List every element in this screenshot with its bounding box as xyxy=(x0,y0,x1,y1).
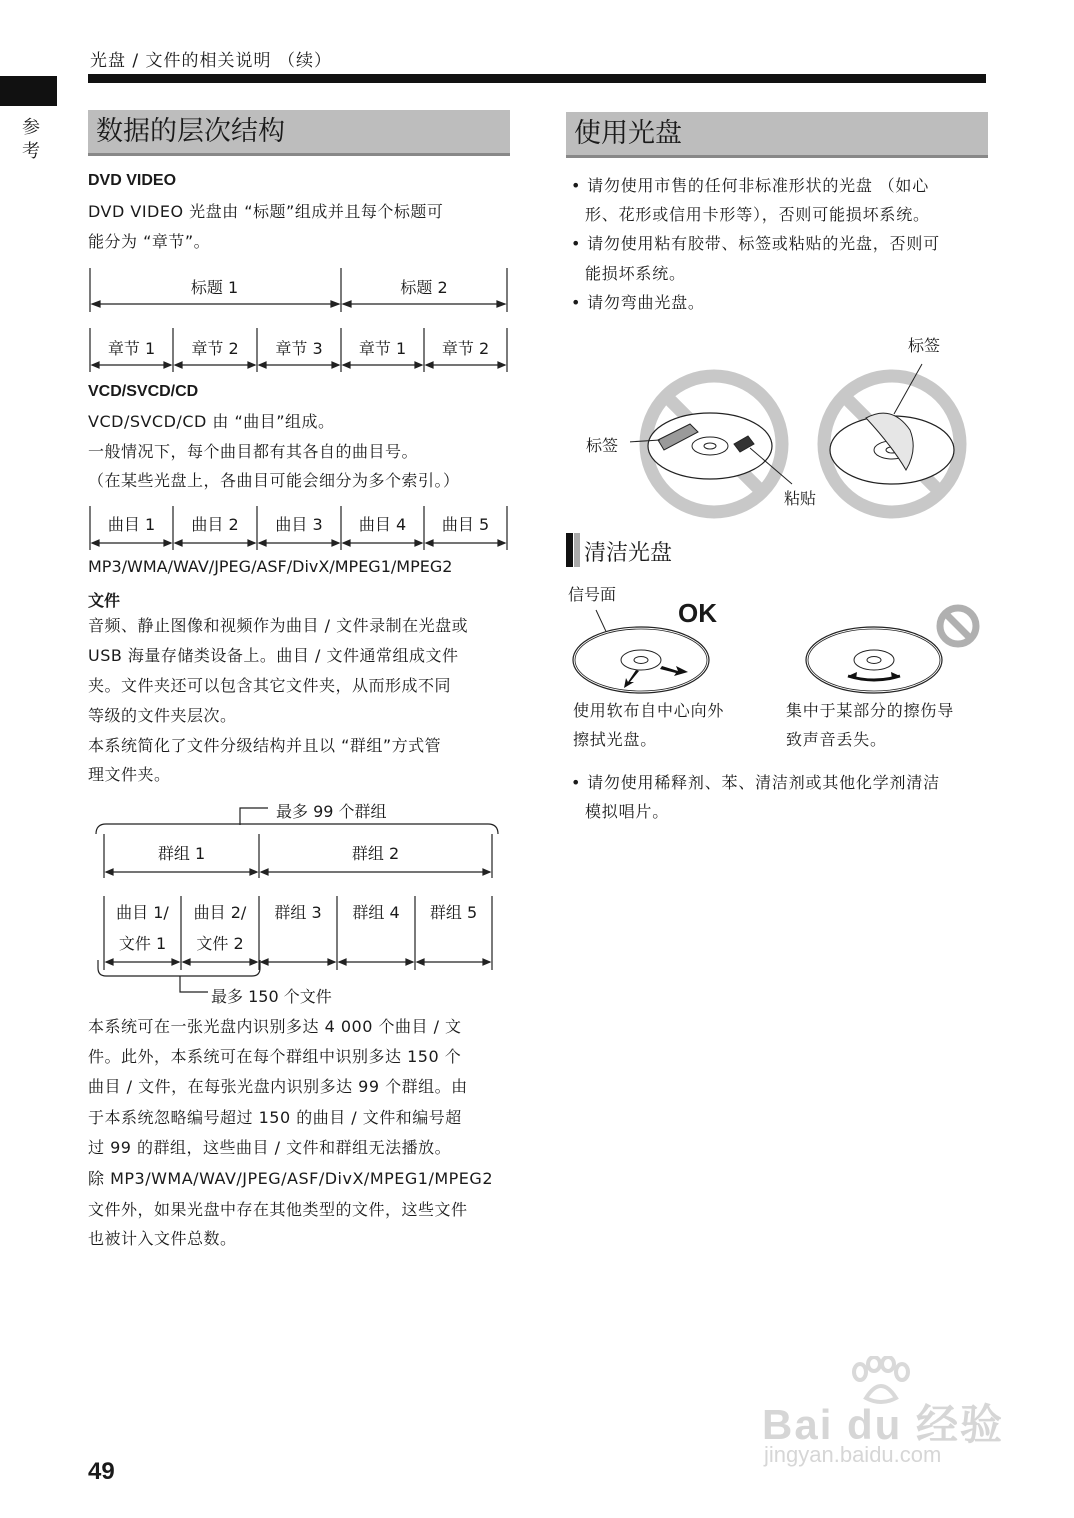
mp3-text-1: 音频、静止图像和视频作为曲目 / 文件录制在光盘或 xyxy=(88,616,469,635)
mp3-heading-formats: MP3/WMA/WAV/JPEG/ASF/DivX/MPEG1/MPEG2 xyxy=(88,557,453,576)
page-number: 49 xyxy=(88,1458,115,1485)
group-3-label: 群组 3 xyxy=(274,903,322,922)
vcd-text-1: VCD/SVCD/CD 由 “曲目”组成。 xyxy=(88,412,335,431)
file-1-line-2: 文件 1 xyxy=(118,934,167,953)
sticker-label: 粘贴 xyxy=(784,489,817,508)
side-tab-marker xyxy=(0,76,57,106)
signal-side-label: 信号面 xyxy=(568,585,617,604)
subsection-marker-shade xyxy=(574,533,580,567)
vcd-heading: VCD/SVCD/CD xyxy=(88,383,199,400)
closing-text-4: 于本系统忽略编号超过 150 的曲目 / 文件和编号超 xyxy=(88,1108,462,1127)
ok-mark: OK xyxy=(678,598,717,628)
dvd-chapter-4: 章节 1 xyxy=(358,339,407,358)
file-2-line-1: 曲目 2/ xyxy=(193,903,247,922)
vcd-track-1: 曲目 1 xyxy=(107,515,156,534)
mp3-text-3: 夹。文件夹还可以包含其它文件夹，从而形成不同 xyxy=(88,676,452,695)
dvd-chapter-2: 章节 2 xyxy=(191,339,239,358)
group-4-label: 群组 4 xyxy=(352,903,400,922)
subsection-marker xyxy=(566,533,573,567)
caption-ok-2: 擦拭光盘。 xyxy=(573,730,658,749)
dvd-title-2: 标题 2 xyxy=(400,278,448,297)
section-title-using-discs: 使用光盘 xyxy=(566,112,988,158)
final-bullet-line-2: 模拟唱片。 xyxy=(585,802,670,821)
group-2-label: 群组 2 xyxy=(351,844,400,863)
mp3-text-6: 理文件夹。 xyxy=(88,765,171,784)
dvd-chapter-3: 章节 3 xyxy=(275,339,323,358)
caption-ng-1: 集中于某部分的擦伤导 xyxy=(786,701,955,720)
max-files-label: 最多 150 个文件 xyxy=(211,987,332,1006)
dvd-title-1: 标题 1 xyxy=(190,278,239,297)
file-2-line-2: 文件 2 xyxy=(196,934,244,953)
caption-ok-1: 使用软布自中心向外 xyxy=(573,701,725,720)
vcd-track-3: 曲目 3 xyxy=(275,515,323,534)
bullet-1-line-1: • 请勿使用市售的任何非标准形状的光盘 （如心 xyxy=(571,176,930,195)
mp3-heading-files: 文件 xyxy=(88,593,121,610)
label-left-text: 标签 xyxy=(586,436,619,455)
vcd-track-2: 曲目 2 xyxy=(191,515,239,534)
mp3-text-4: 等级的文件夹层次。 xyxy=(88,706,237,725)
file-1-line-1: 曲目 1/ xyxy=(116,903,169,922)
cleaning-illustration xyxy=(566,600,996,695)
dvd-heading: DVD VIDEO xyxy=(88,172,177,189)
dvd-text-1: DVD VIDEO 光盘由 “标题”组成并且每个标题可 xyxy=(88,202,444,221)
max-groups-label: 最多 99 个群组 xyxy=(276,802,387,821)
final-bullet-line-1: • 请勿使用稀释剂、苯、清洁剂或其他化学剂清洁 xyxy=(571,773,940,792)
bullet-2-line-1: • 请勿使用粘有胶带、标签或粘贴的光盘，否则可 xyxy=(571,234,940,253)
mp3-text-2: USB 海量存储类设备上。曲目 / 文件通常组成文件 xyxy=(88,646,459,665)
label-top-text: 标签 xyxy=(908,336,941,355)
cleaning-title: 清洁光盘 xyxy=(584,541,673,566)
watermark-url: jingyan.baidu.com xyxy=(764,1442,942,1467)
side-tab-label: 参考 xyxy=(22,117,40,162)
watermark-brand: Bai du 经验 xyxy=(762,1401,1005,1448)
closing-text-2: 件。此外，本系统可在每个群组中识别多达 150 个 xyxy=(88,1047,462,1066)
vcd-text-3: （在某些光盘上，各曲目可能会细分为多个索引。） xyxy=(88,471,460,490)
vcd-text-2: 一般情况下，每个曲目都有其各自的曲目号。 xyxy=(88,442,419,461)
closing-text-3: 曲目 / 文件，在每张光盘内识别多达 99 个群组。由 xyxy=(88,1077,468,1096)
bullet-3-line-1: • 请勿弯曲光盘。 xyxy=(571,293,705,312)
closing-text-6: 除 MP3/WMA/WAV/JPEG/ASF/DivX/MPEG1/MPEG2 xyxy=(88,1169,493,1188)
bullet-2-line-2: 能损坏系统。 xyxy=(585,264,686,283)
running-header: 光盘 / 文件的相关说明 （续） xyxy=(90,51,332,71)
header-rule xyxy=(88,74,986,83)
dvd-text-2: 能分为 “章节”。 xyxy=(88,232,211,251)
dvd-chapter-1: 章节 1 xyxy=(107,339,156,358)
group-5-label: 群组 5 xyxy=(429,903,478,922)
group-1-label: 群组 1 xyxy=(157,844,206,863)
caption-ng-2: 致声音丢失。 xyxy=(786,730,887,749)
closing-text-1: 本系统可在一张光盘内识别多达 4 000 个曲目 / 文 xyxy=(88,1017,462,1036)
dvd-chapter-5: 章节 2 xyxy=(441,339,490,358)
mp3-text-5: 本系统简化了文件分级结构并且以 “群组”方式管 xyxy=(88,736,442,755)
bullet-1-line-2: 形、花形或信用卡形等），否则可能损坏系统。 xyxy=(585,205,930,224)
vcd-track-5: 曲目 5 xyxy=(441,515,490,534)
vcd-track-4: 曲目 4 xyxy=(358,515,407,534)
section-title-hierarchy: 数据的层次结构 xyxy=(88,110,510,156)
closing-text-8: 也被计入文件总数。 xyxy=(88,1229,237,1248)
closing-text-7: 文件外，如果光盘中存在其他类型的文件，这些文件 xyxy=(88,1200,468,1219)
closing-text-5: 过 99 的群组，这些曲目 / 文件和群组无法播放。 xyxy=(88,1138,452,1157)
